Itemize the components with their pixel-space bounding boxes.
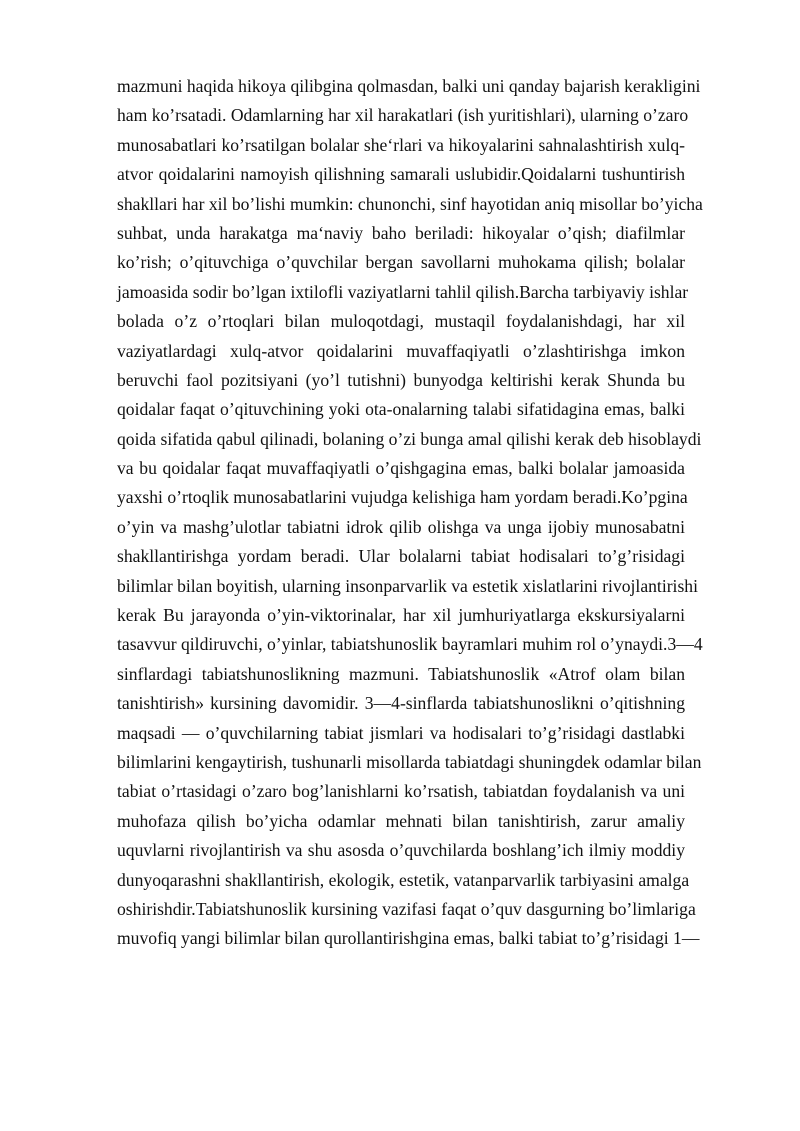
- text-line: atvor qoidalarini namoyish qilishning samarali uslubidir.Qoidalarni tushuntirish: [117, 164, 685, 185]
- text-line: tasavvur qildiruvchi, o’yinlar, tabiatshunoslik bayramlari muhim rol o’ynaydi.3—4: [117, 634, 703, 655]
- text-line: bilimlarini kengaytirish, tushunarli misollarda tabiatdagi shuningdek odamlar bilan: [117, 751, 702, 772]
- text-line: kerak Bu jarayonda o’yin-viktorinalar, har xil jumhuriyatlarga ekskursiyalarni: [117, 605, 685, 626]
- text-line: muhofaza qilish bo’yicha odamlar mehnati bilan tanishtirish, zarur amaliy: [117, 810, 685, 831]
- body-text: [117, 72, 703, 954]
- text-line: mazmuni haqida hikoya qilibgina qolmasdan, balki uni qanday bajarish kerakligini: [117, 76, 701, 96]
- text-line: yaxshi o’rtoqlik munosabatlarini vujudga kelishiga ham yordam beradi.Ko’pgina: [117, 487, 688, 508]
- text-line: jamoasida sodir bo’lgan ixtilofli vaziyatlarni tahlil qilish.Barcha tarbiyaviy ishlar: [117, 281, 689, 302]
- text-line: beruvchi faol pozitsiyani (yo’l tutishni) bunyodga keltirishi kerak Shunda bu: [117, 369, 685, 390]
- text-line: vaziyatlardagi xulq-atvor qoidalarini muvaffaqiyatli o’zlashtirishga imkon: [117, 340, 685, 361]
- text-line: uquvlarni rivojlantirish va shu asosda o’quvchilarda boshlang’ich ilmiy moddiy: [117, 840, 685, 861]
- text-line: o’yin va mashg’ulotlar tabiatni idrok qilib olishga va unga ijobiy munosabatni: [117, 516, 685, 537]
- text-line: suhbat, unda harakatga ma‘naviy baho beriladi: hikoyalar o’qish; diafilmlar: [117, 222, 685, 243]
- text-line: shakllantirishga yordam beradi. Ular bolalarni tabiat hodisalari to’g’risidagi: [117, 546, 685, 567]
- text-line: shakllari har xil bo’lishi mumkin: chunonchi, sinf hayotidan aniq misollar bo’yicha: [117, 193, 703, 214]
- text-line: tabiat o’rtasidagi o’zaro bog’lanishlarni ko’rsatish, tabiatdan foydalanish va uni: [117, 781, 685, 802]
- text-line: sinflardagi tabiatshunoslikning mazmuni. Tabiatshunoslik «Atrof olam bilan: [117, 663, 685, 684]
- text-line: tanishtirish» kursining davomidir. 3—4-sinflarda tabiatshunoslikni o’qitishning: [117, 693, 685, 714]
- text-line: oshirishdir.Tabiatshunoslik kursining vazifasi faqat o’quv dasgurning bo’limlariga: [117, 898, 696, 919]
- text-line: muvofiq yangi bilimlar bilan qurollantirishgina emas, balki tabiat to’g’risidagi 1—: [117, 928, 700, 949]
- text-line: ko’rish; o’qituvchiga o’quvchilar bergan savollarni muhokama qilish; bolalar: [117, 252, 685, 273]
- text-line: ham ko’rsatadi. Odamlarning har xil harakatlari (ish yuritishlari), ularning o’zaro: [117, 105, 689, 126]
- text-line: maqsadi — o’quvchilarning tabiat jismlari va hodisalari to’g’risidagi dastlabki: [117, 722, 685, 743]
- text-line: qoida sifatida qabul qilinadi, bolaning o’zi bunga amal qilishi kerak deb hisoblaydi: [117, 428, 702, 449]
- text-line: qoidalar faqat o’qituvchining yoki ota-onalarning talabi sifatidagina emas, balki: [117, 399, 685, 420]
- text-line: dunyoqarashni shakllantirish, ekologik, estetik, vatanparvarlik tarbiyasini amalga: [117, 869, 690, 890]
- text-line: munosabatlari ko’rsatilgan bolalar she‘rlari va hikoyalarini sahnalashtirish xulq-: [117, 134, 685, 155]
- text-line: bilimlar bilan boyitish, ularning insonparvarlik va estetik xislatlarini rivojlantirishi: [117, 575, 698, 596]
- text-line: va bu qoidalar faqat muvaffaqiyatli o’qishgagina emas, balki bolalar jamoasida: [117, 458, 685, 479]
- text-line: bolada o’z o’rtoqlari bilan muloqotdagi, mustaqil foydalanishdagi, har xil: [117, 311, 685, 332]
